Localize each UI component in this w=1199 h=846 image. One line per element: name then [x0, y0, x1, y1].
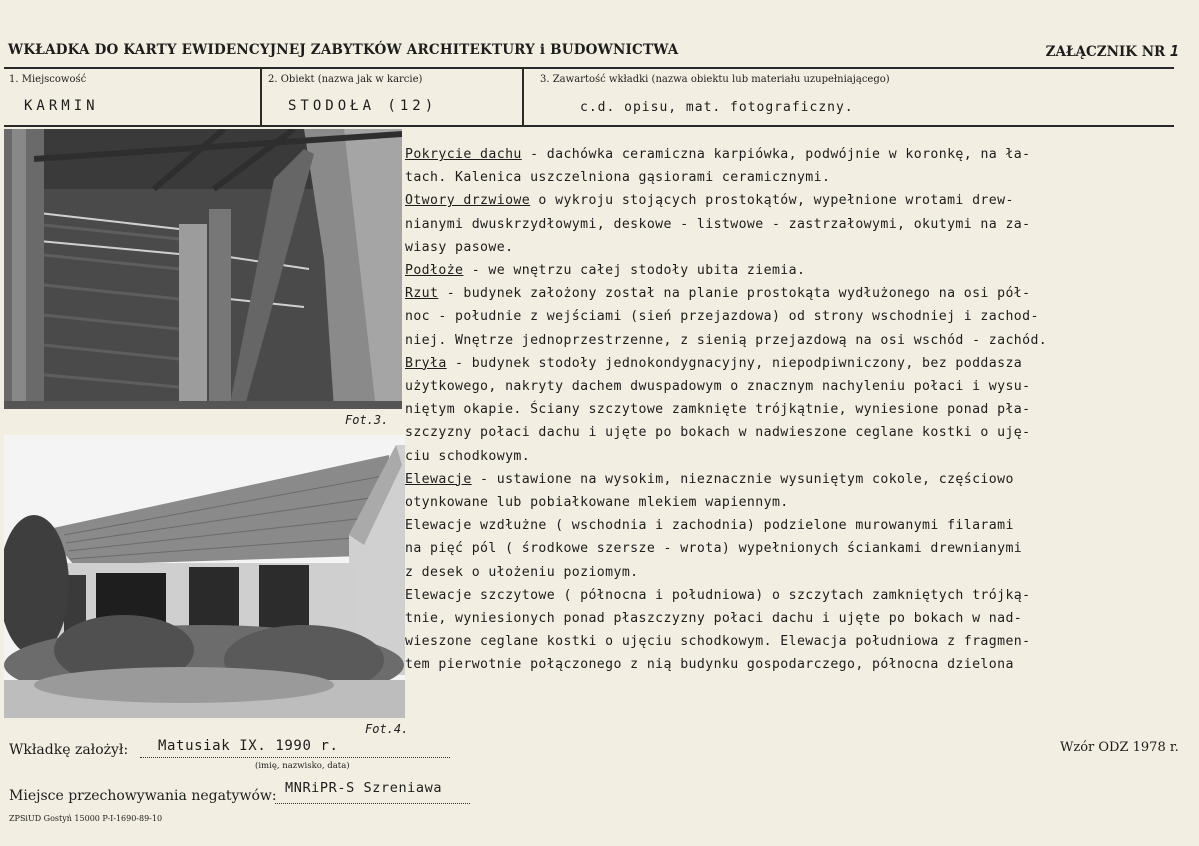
section-heading: Otwory drzwiowe [405, 193, 531, 209]
photo-barn-exterior [4, 435, 405, 718]
description-line [405, 491, 1190, 514]
annex-number: 1 [1169, 42, 1179, 60]
annex-label [1046, 42, 1179, 60]
section-text: Elewacje szczytowe ( północna i południowa) o szczytach zamkniętych trójką- [405, 587, 1031, 603]
field-divider-2 [522, 68, 524, 126]
description-line [405, 630, 1190, 653]
place-label: 1. Miejscowość [9, 74, 87, 85]
section-text: - budynek założony został na planie prostokąta wydłużonego na osi pół- [438, 286, 1031, 302]
content-value: c.d. opisu, mat. fotograficzny. [580, 100, 854, 115]
section-text: tach. Kalenica uszczelniona gąsiorami ceramicznymi. [405, 170, 831, 186]
description-line [405, 166, 1190, 189]
field-divider-1 [260, 68, 262, 126]
section-text: nianymi dwuskrzydłowymi, deskowe - listwowe - zastrzałowymi, okutymi na za- [405, 216, 1031, 232]
section-text: na pięć pól ( środkowe szersze - wrota) wypełnionych ściankami drewnianymi [405, 541, 1023, 557]
section-text: niej. Wnętrze jednoprzestrzenne, z sienią przejazdową na osi wschód - zachód. [405, 332, 1048, 348]
negatives-value: MNRiPR-S Szreniawa [285, 780, 443, 796]
description-line [405, 653, 1190, 676]
description-line [405, 375, 1190, 398]
description-line [405, 143, 1190, 166]
section-text: szczyzny połaci dachu i ujęte po bokach w nadwieszone ceglane kostki o uję- [405, 425, 1031, 441]
photo-3-caption: Fot.3. [345, 413, 389, 427]
section-text: noc - południe z wejściami (sień przejazdowa) od strony wschodniej i zachod- [405, 309, 1039, 325]
object-value: STODOŁA (12) [288, 98, 438, 114]
description-line [405, 398, 1190, 421]
description-line [405, 584, 1190, 607]
section-text: Elewacje wzdłużne ( wschodnia i zachodnia) podzielone murowanymi filarami [405, 518, 1014, 534]
negatives-dotted-line [275, 803, 470, 804]
section-text: - ustawione na wysokim, nieznacznie wysuniętym cokole, częściowo [471, 471, 1014, 487]
description-line [405, 236, 1190, 259]
section-heading: Elewacje [405, 471, 472, 487]
description-line [405, 282, 1190, 305]
annex-label-text: ZAŁĄCZNIK NR [1045, 44, 1166, 60]
place-value: KARMIN [24, 98, 99, 114]
fields-bottom-rule [4, 125, 1174, 127]
section-text: - we wnętrzu całej stodoły ubita ziemia. [463, 263, 806, 279]
description-line [405, 189, 1190, 212]
description-line [405, 514, 1190, 537]
description-line [405, 213, 1190, 236]
section-text: niętym okapie. Ściany szczytowe zamknięte trójkątnie, wyniesione ponad pła- [405, 402, 1031, 418]
description-line [405, 561, 1190, 584]
description-text [405, 143, 1190, 677]
founder-hint: (imię, nazwisko, data) [255, 761, 350, 771]
section-text: użytkowego, nakryty dachem dwuspadowym o znacznym nachyleniu połaci i wysu- [405, 379, 1031, 395]
object-label: 2. Obiekt (nazwa jak w karcie) [268, 74, 423, 85]
section-text: tnie, wyniesionych ponad płaszczyzny połaci dachu i ujęte po bokach w nad- [405, 611, 1023, 627]
description-line [405, 305, 1190, 328]
header-rule [4, 67, 1174, 69]
template-note: Wzór ODZ 1978 r. [1060, 740, 1179, 755]
founder-dotted-line [140, 757, 450, 758]
section-text: otynkowane lub pobiałkowane mlekiem wapiennym. [405, 495, 789, 511]
printer-note: ZPSiUD Gostyń 15000 P-I-1690-89-10 [9, 814, 163, 823]
section-text: tem pierwotnie połączonego z nią budynku gospodarczego, północna dzielona [405, 657, 1014, 673]
section-text: wieszone ceglane kostki o ujęciu schodkowym. Elewacja południowa z fragmen- [405, 634, 1031, 650]
founder-value: Matusiak IX. 1990 r. [158, 738, 339, 754]
section-text: o wykroju stojących prostokątów, wypełnione wrotami drew- [530, 193, 1014, 209]
photo-barn-interior [4, 129, 402, 409]
section-heading: Rzut [405, 286, 439, 302]
description-line [405, 421, 1190, 444]
description-line [405, 445, 1190, 468]
section-heading: Bryła [405, 355, 447, 371]
card-title: WKŁADKA DO KARTY EWIDENCYJNEJ ZABYTKÓW ARCHITEKTURY i BUDOWNICTWA [8, 42, 679, 58]
description-line [405, 329, 1190, 352]
description-line [405, 468, 1190, 491]
section-text: - dachówka ceramiczna karpiówka, podwójnie w koronkę, na ła- [521, 147, 1031, 162]
section-text: z desek o ułożeniu poziomym. [405, 564, 639, 580]
description-line [405, 259, 1190, 282]
photo-4-caption: Fot.4. [365, 722, 409, 736]
founder-label: Wkładkę założył: [9, 742, 129, 758]
negatives-label: Miejsce przechowywania negatywów: [9, 788, 277, 804]
description-line [405, 607, 1190, 630]
section-heading: Podłoże [405, 263, 464, 279]
content-label: 3. Zawartość wkładki (nazwa obiektu lub materiału uzupełniającego) [540, 74, 890, 85]
section-text: - budynek stodoły jednokondygnacyjny, niepodpiwniczony, bez poddasza [446, 355, 1023, 371]
description-line [405, 352, 1190, 375]
description-line [405, 537, 1190, 560]
section-text: ciu schodkowym. [405, 448, 531, 464]
section-heading: Pokrycie dachu [405, 147, 522, 162]
section-text: wiasy pasowe. [405, 239, 514, 255]
